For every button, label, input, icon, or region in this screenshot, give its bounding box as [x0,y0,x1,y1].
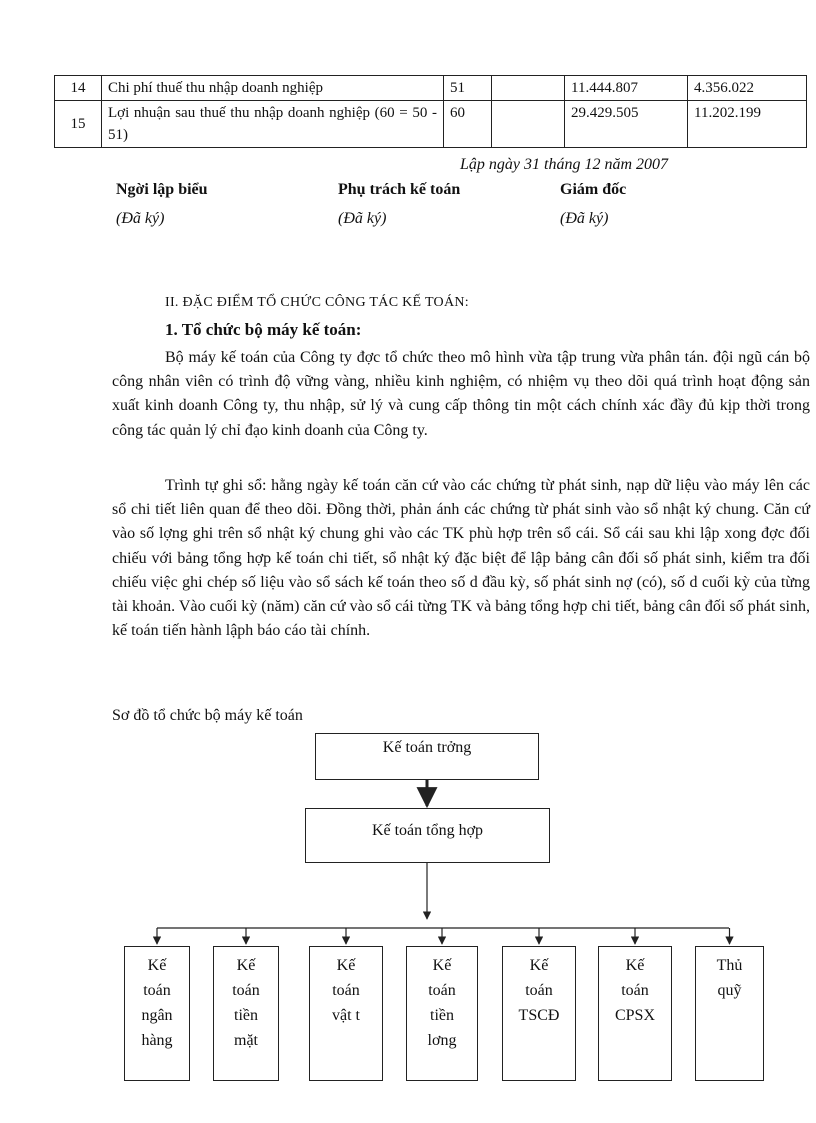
unit-label-line: Kế [529,957,549,974]
unit-label-line: vật t [332,1007,360,1024]
row-current-value: 11.444.807 [565,76,688,101]
row-code: 60 [444,101,492,148]
subsection-heading: 1. Tổ chức bộ máy kế toán: [165,320,362,339]
general-accountant-box [305,808,550,863]
unit-label-line: Kế [432,957,452,974]
unit-label-line: tiền [430,1007,454,1024]
unit-box-bank [124,946,190,1081]
chief-accountant-label: Kế toán trởng [382,739,472,756]
general-accountant-label: Kế toán tổng hợp [371,822,484,839]
row-label: Chi phí thuế thu nhập doanh nghiệp [102,76,444,101]
report-date: Lập ngày 31 tháng 12 năm 2007 [460,156,668,173]
signature-note-director: (Đã ký) [560,210,609,227]
unit-label-line: Kế [336,957,356,974]
unit-label-line: toán [525,982,553,999]
row-number: 14 [55,76,102,101]
unit-label-line: toán [332,982,360,999]
unit-label-line: quỹ [717,982,742,999]
chart-caption: Sơ đồ tổ chức bộ máy kế toán [112,707,303,724]
unit-box-materials [309,946,383,1081]
signature-note-chief-accountant: (Đã ký) [338,210,387,227]
paragraph-organization: Bộ máy kế toán của Công ty đợc tổ chức theo mô hình vừa tập trung vừa phân tán. đội ngũ cán bộ công nhân viên có trình độ vững vàng, nhiều kinh nghiệm, có nhiệm vụ theo dõi quá trình hoạt động sản xuất kinh doanh Công ty, thu nhập, sử lý và cung cấp thông tin một cách chính xác đầy đủ kịp thời trong công tác quản lý chỉ đạo kinh doanh của Công ty. [112,349,810,439]
unit-label-line: mặt [234,1032,258,1049]
row-number: 15 [55,101,102,148]
chief-accountant-box [315,733,539,780]
section-heading: II. ĐẶC ĐIỂM TỔ CHỨC CÔNG TÁC KẾ TOÁN: [165,295,469,310]
row-label: Lợi nhuận sau thuế thu nhập doanh nghiệp (60 = 50 - 51) [102,101,444,148]
unit-label-line: hàng [141,1032,173,1049]
signature-title-chief-accountant: Phụ trách kế toán [338,181,461,198]
paragraph-bookkeeping-sequence: Trình tự ghi sổ: hằng ngày kế toán căn cứ vào các chứng từ phát sinh, nạp dữ liệu vào máy lên các sổ chi tiết liên quan để theo dõi. Đồng thời, phản ánh các chứng từ phát sinh vào sổ nhật ký chung. Căn cứ vào số lợng ghi trên sổ nhật ký chung ghi vào các TK phù hợp trên sổ cái. Sổ cái sau khi lập xong đợc đối chiếu với bảng tổng hợp kế toán chi tiết, sổ nhật ký đặc biệt để lập bảng cân đối số phát sinh, kiểm tra đối chiếu việc ghi chép số liệu vào sổ sách kế toán theo số d đầu kỳ, số phát sinh nợ (có), số d cuối kỳ của từng tài khoản. Vào cuối kỳ (năm) căn cứ vào sổ cái từng TK và bảng tổng hợp chi tiết, bảng cân đối số phát sinh, kế toán tiến hành lậph báo cáo tài chính. [112,477,810,640]
unit-label-line: toán [428,982,456,999]
row-previous-value: 4.356.022 [688,76,807,101]
unit-label-line: TSCĐ [518,1007,560,1024]
unit-label-line: toán [232,982,260,999]
unit-label-line: CPSX [614,1007,656,1024]
unit-label-line: Kế [625,957,645,974]
unit-label-line: Thủ [716,957,743,974]
row-current-value: 29.429.505 [565,101,688,148]
unit-label-line: tiền [234,1007,258,1024]
unit-label-line: toán [621,982,649,999]
unit-box-salary [406,946,478,1081]
unit-label-line: toán [143,982,171,999]
unit-label-line: ngân [141,1007,173,1024]
signature-title-preparer: Ngời lập biểu [116,181,208,198]
unit-box-cash [213,946,279,1081]
row-previous-value: 11.202.199 [688,101,807,148]
unit-label-line: lơng [427,1032,457,1049]
row-code: 51 [444,76,492,101]
unit-box-treasurer [695,946,764,1081]
unit-label-line: Kế [147,957,167,974]
unit-box-fixed-assets [502,946,576,1081]
signature-note-preparer: (Đã ký) [116,210,165,227]
signature-title-director: Giám đốc [560,181,627,198]
unit-box-production-cost [598,946,672,1081]
unit-label-line: Kế [236,957,256,974]
